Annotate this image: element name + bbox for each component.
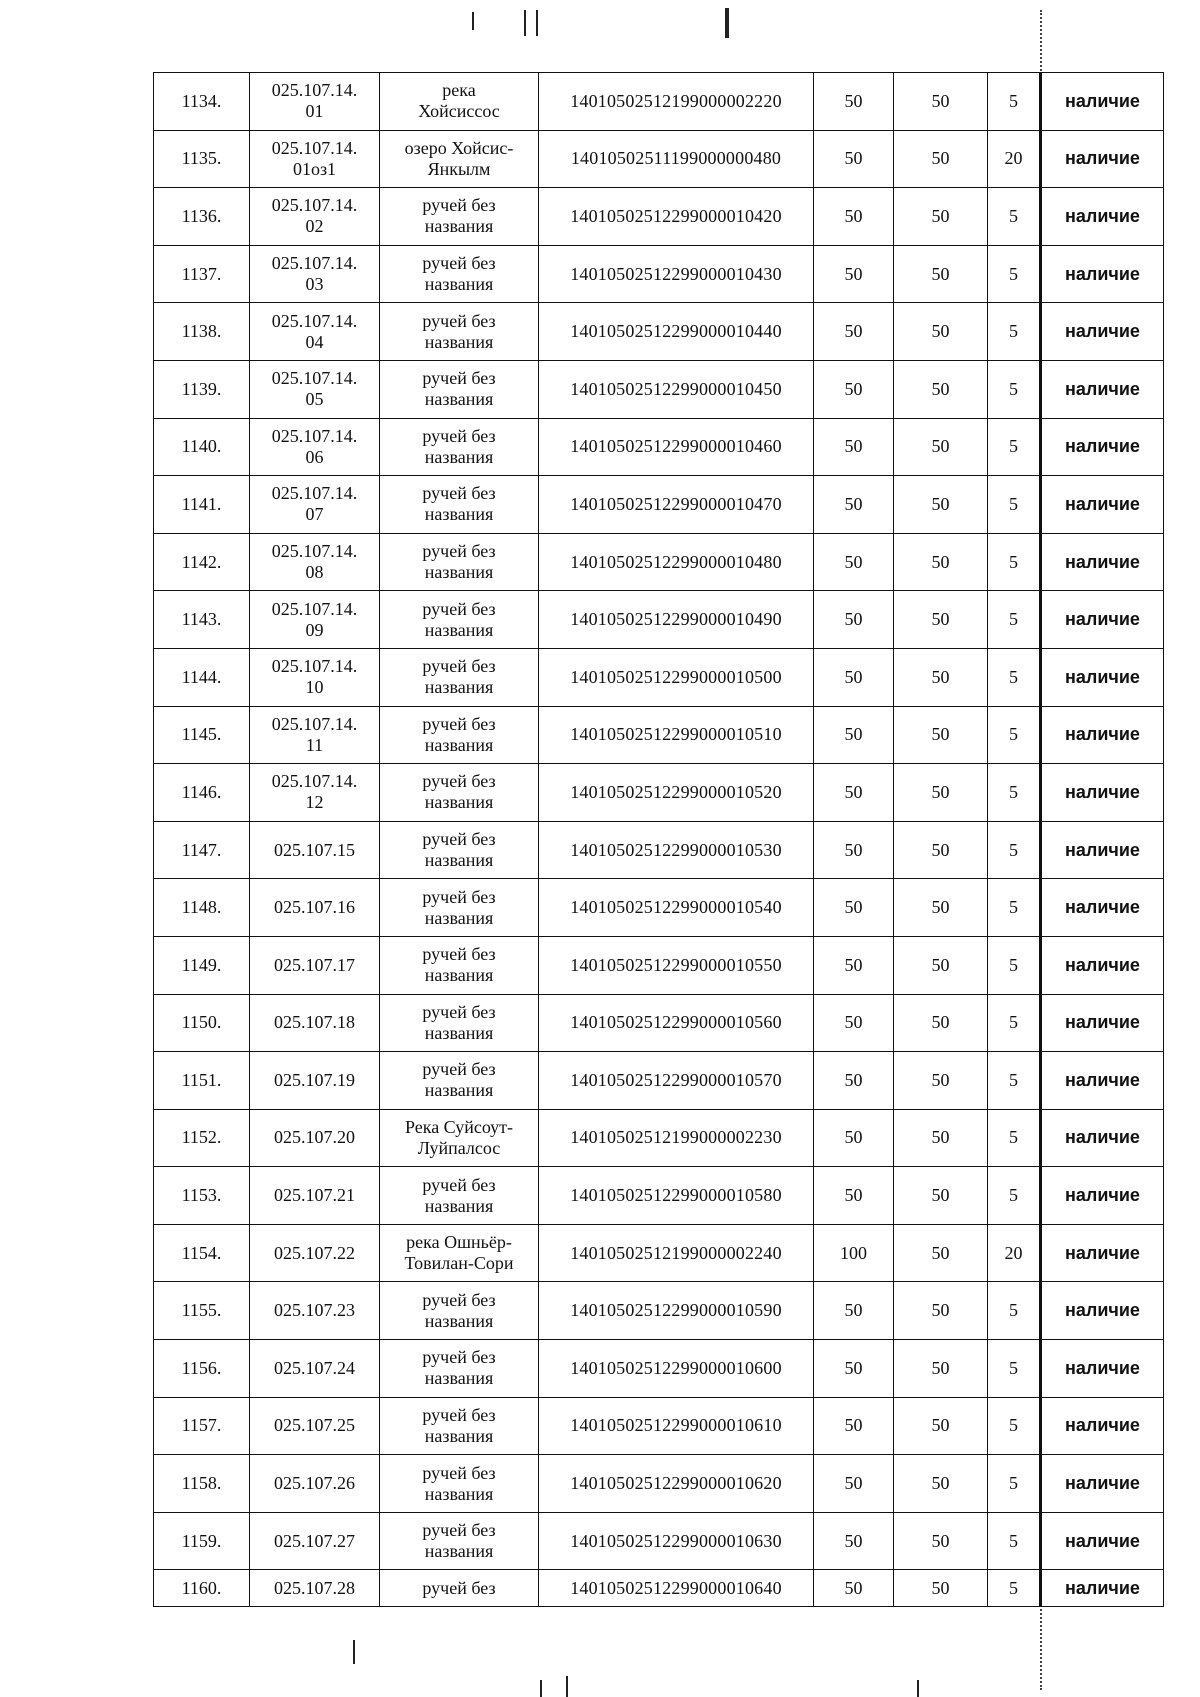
status: наличие: [1041, 821, 1164, 879]
object-name: ручей без названия: [380, 1340, 539, 1398]
value-1: 50: [814, 1109, 894, 1167]
value-3: 5: [988, 936, 1041, 994]
object-code: 025.107.14. 10: [250, 648, 380, 706]
object-name: река Ошньёр- Товилан-Сори: [380, 1224, 539, 1282]
registry-id: 14010502512299000010440: [539, 303, 814, 361]
row-number: 1152.: [154, 1109, 250, 1167]
value-1: 50: [814, 130, 894, 188]
row-number: 1145.: [154, 706, 250, 764]
value-1: 50: [814, 245, 894, 303]
value-1: 50: [814, 1052, 894, 1110]
status: наличие: [1041, 1282, 1164, 1340]
registry-id: 14010502512299000010510: [539, 706, 814, 764]
object-code: 025.107.19: [250, 1052, 380, 1110]
row-number: 1149.: [154, 936, 250, 994]
value-1: 50: [814, 533, 894, 591]
object-code: 025.107.27: [250, 1512, 380, 1570]
object-code: 025.107.14. 01: [250, 73, 380, 131]
status: наличие: [1041, 245, 1164, 303]
value-2: 50: [894, 476, 988, 534]
registry-id: 14010502512299000010520: [539, 764, 814, 822]
object-code: 025.107.17: [250, 936, 380, 994]
status: наличие: [1041, 994, 1164, 1052]
registry-id: 14010502512299000010420: [539, 188, 814, 246]
value-2: 50: [894, 1455, 988, 1513]
registry-id: 14010502512199000002220: [539, 73, 814, 131]
value-2: 50: [894, 1397, 988, 1455]
table-row: [154, 303, 1164, 361]
table-row: [154, 533, 1164, 591]
value-3: 5: [988, 245, 1041, 303]
status: наличие: [1041, 1224, 1164, 1282]
object-code: 025.107.14. 04: [250, 303, 380, 361]
status: наличие: [1041, 1570, 1164, 1607]
value-1: 50: [814, 994, 894, 1052]
value-3: 5: [988, 1282, 1041, 1340]
registry-id: 14010502512299000010460: [539, 418, 814, 476]
registry-id: 14010502512299000010550: [539, 936, 814, 994]
table-row: [154, 706, 1164, 764]
object-code: 025.107.24: [250, 1340, 380, 1398]
row-number: 1154.: [154, 1224, 250, 1282]
scan-artifact-top: [536, 10, 538, 36]
value-3: 5: [988, 648, 1041, 706]
value-2: 50: [894, 764, 988, 822]
value-1: 50: [814, 360, 894, 418]
table-row: [154, 130, 1164, 188]
table-row: [154, 1455, 1164, 1513]
status: наличие: [1041, 1512, 1164, 1570]
value-2: 50: [894, 188, 988, 246]
value-3: 5: [988, 1340, 1041, 1398]
status: наличие: [1041, 648, 1164, 706]
value-1: 50: [814, 821, 894, 879]
value-2: 50: [894, 706, 988, 764]
value-2: 50: [894, 1167, 988, 1225]
object-name: ручей без названия: [380, 1282, 539, 1340]
value-3: 5: [988, 1052, 1041, 1110]
row-number: 1150.: [154, 994, 250, 1052]
scan-artifact-bottom: [566, 1676, 568, 1697]
value-2: 50: [894, 360, 988, 418]
value-1: 50: [814, 591, 894, 649]
object-name: ручей без названия: [380, 821, 539, 879]
registry-id: 14010502512299000010530: [539, 821, 814, 879]
registry-id: 14010502512299000010640: [539, 1570, 814, 1607]
row-number: 1147.: [154, 821, 250, 879]
value-1: 50: [814, 1455, 894, 1513]
object-name: ручей без: [380, 1570, 539, 1607]
object-name: ручей без названия: [380, 1512, 539, 1570]
value-3: 20: [988, 1224, 1041, 1282]
registry-id: 14010502512299000010580: [539, 1167, 814, 1225]
value-1: 50: [814, 418, 894, 476]
value-3: 5: [988, 764, 1041, 822]
table-row: [154, 418, 1164, 476]
registry-id: 14010502512299000010540: [539, 879, 814, 937]
object-code: 025.107.26: [250, 1455, 380, 1513]
object-code: 025.107.14. 05: [250, 360, 380, 418]
object-name: ручей без названия: [380, 245, 539, 303]
row-number: 1139.: [154, 360, 250, 418]
registry-id: 14010502512299000010610: [539, 1397, 814, 1455]
value-3: 5: [988, 1570, 1041, 1607]
value-2: 50: [894, 994, 988, 1052]
value-3: 5: [988, 360, 1041, 418]
table-row: [154, 994, 1164, 1052]
table-row: [154, 1167, 1164, 1225]
registry-id: 14010502512299000010620: [539, 1455, 814, 1513]
value-3: 5: [988, 706, 1041, 764]
value-3: 5: [988, 476, 1041, 534]
value-1: 50: [814, 936, 894, 994]
value-2: 50: [894, 1570, 988, 1607]
scan-artifact-top: [524, 10, 526, 36]
scan-artifact-top: [725, 8, 729, 38]
value-1: 50: [814, 476, 894, 534]
value-1: 50: [814, 648, 894, 706]
registry-id: 14010502512299000010490: [539, 591, 814, 649]
table-row: [154, 764, 1164, 822]
object-name: ручей без названия: [380, 591, 539, 649]
value-3: 5: [988, 1109, 1041, 1167]
object-code: 025.107.21: [250, 1167, 380, 1225]
table-row: [154, 476, 1164, 534]
value-3: 5: [988, 1397, 1041, 1455]
object-name: ручей без названия: [380, 303, 539, 361]
object-name: ручей без названия: [380, 188, 539, 246]
value-3: 5: [988, 1455, 1041, 1513]
object-code: 025.107.14. 06: [250, 418, 380, 476]
object-code: 025.107.14. 08: [250, 533, 380, 591]
object-name: ручей без названия: [380, 879, 539, 937]
registry-id: 14010502512299000010630: [539, 1512, 814, 1570]
row-number: 1148.: [154, 879, 250, 937]
value-3: 5: [988, 73, 1041, 131]
value-2: 50: [894, 303, 988, 361]
object-code: 025.107.16: [250, 879, 380, 937]
row-number: 1157.: [154, 1397, 250, 1455]
value-1: 50: [814, 303, 894, 361]
table-row: [154, 188, 1164, 246]
scan-artifact-bottom: [353, 1640, 355, 1664]
status: наличие: [1041, 188, 1164, 246]
value-3: 5: [988, 533, 1041, 591]
status: наличие: [1041, 476, 1164, 534]
status: наличие: [1041, 1340, 1164, 1398]
object-code: 025.107.14. 12: [250, 764, 380, 822]
table-row: [154, 1052, 1164, 1110]
status: наличие: [1041, 591, 1164, 649]
value-1: 50: [814, 879, 894, 937]
registry-id: 14010502512299000010430: [539, 245, 814, 303]
value-2: 50: [894, 879, 988, 937]
registry-id: 14010502512299000010470: [539, 476, 814, 534]
value-2: 50: [894, 1340, 988, 1398]
object-code: 025.107.14. 03: [250, 245, 380, 303]
row-number: 1159.: [154, 1512, 250, 1570]
value-2: 50: [894, 591, 988, 649]
object-name: ручей без названия: [380, 418, 539, 476]
object-name: Река Суйсоут- Луйпалсос: [380, 1109, 539, 1167]
registry-id: 14010502512299000010500: [539, 648, 814, 706]
row-number: 1160.: [154, 1570, 250, 1607]
row-number: 1140.: [154, 418, 250, 476]
value-3: 5: [988, 418, 1041, 476]
row-number: 1158.: [154, 1455, 250, 1513]
scan-artifact-bottom: [917, 1680, 919, 1697]
row-number: 1141.: [154, 476, 250, 534]
row-number: 1143.: [154, 591, 250, 649]
value-2: 50: [894, 1282, 988, 1340]
value-3: 5: [988, 591, 1041, 649]
scan-artifact-bottom: [540, 1680, 542, 1697]
table-row: [154, 1224, 1164, 1282]
value-1: 100: [814, 1224, 894, 1282]
object-code: 025.107.14. 07: [250, 476, 380, 534]
registry-id: 14010502512199000002240: [539, 1224, 814, 1282]
value-2: 50: [894, 130, 988, 188]
registry-id: 14010502512299000010570: [539, 1052, 814, 1110]
status: наличие: [1041, 73, 1164, 131]
object-code: 025.107.14. 01оз1: [250, 130, 380, 188]
row-number: 1136.: [154, 188, 250, 246]
object-code: 025.107.14. 11: [250, 706, 380, 764]
status: наличие: [1041, 1167, 1164, 1225]
value-3: 5: [988, 303, 1041, 361]
registry-id: 14010502512299000010590: [539, 1282, 814, 1340]
object-name: ручей без названия: [380, 1455, 539, 1513]
object-name: ручей без названия: [380, 533, 539, 591]
value-2: 50: [894, 533, 988, 591]
value-2: 50: [894, 821, 988, 879]
row-number: 1138.: [154, 303, 250, 361]
row-number: 1135.: [154, 130, 250, 188]
object-code: 025.107.25: [250, 1397, 380, 1455]
object-name: ручей без названия: [380, 1167, 539, 1225]
table-row: [154, 1570, 1164, 1607]
value-3: 5: [988, 994, 1041, 1052]
status: наличие: [1041, 936, 1164, 994]
table-row: [154, 648, 1164, 706]
table-body: [154, 73, 1164, 1607]
object-name: ручей без названия: [380, 648, 539, 706]
scan-artifact-top: [472, 12, 474, 30]
object-code: 025.107.18: [250, 994, 380, 1052]
value-1: 50: [814, 1167, 894, 1225]
row-number: 1151.: [154, 1052, 250, 1110]
table-row: [154, 1340, 1164, 1398]
value-3: 5: [988, 821, 1041, 879]
value-2: 50: [894, 73, 988, 131]
value-3: 5: [988, 1167, 1041, 1225]
water-objects-table: [153, 72, 1164, 1607]
table-row: [154, 1282, 1164, 1340]
status: наличие: [1041, 533, 1164, 591]
value-2: 50: [894, 245, 988, 303]
value-3: 5: [988, 1512, 1041, 1570]
row-number: 1146.: [154, 764, 250, 822]
table-row: [154, 879, 1164, 937]
object-name: ручей без названия: [380, 1052, 539, 1110]
table-row: [154, 936, 1164, 994]
value-1: 50: [814, 73, 894, 131]
table-row: [154, 1109, 1164, 1167]
status: наличие: [1041, 303, 1164, 361]
registry-id: 14010502511199000000480: [539, 130, 814, 188]
value-3: 5: [988, 879, 1041, 937]
table-row: [154, 1397, 1164, 1455]
registry-id: 14010502512299000010450: [539, 360, 814, 418]
row-number: 1155.: [154, 1282, 250, 1340]
object-code: 025.107.22: [250, 1224, 380, 1282]
row-number: 1144.: [154, 648, 250, 706]
registry-id: 14010502512199000002230: [539, 1109, 814, 1167]
row-number: 1137.: [154, 245, 250, 303]
status: наличие: [1041, 764, 1164, 822]
value-1: 50: [814, 1282, 894, 1340]
row-number: 1153.: [154, 1167, 250, 1225]
registry-id: 14010502512299000010480: [539, 533, 814, 591]
object-name: ручей без названия: [380, 764, 539, 822]
object-code: 025.107.20: [250, 1109, 380, 1167]
status: наличие: [1041, 1109, 1164, 1167]
value-2: 50: [894, 648, 988, 706]
object-name: ручей без названия: [380, 706, 539, 764]
value-1: 50: [814, 1340, 894, 1398]
value-1: 50: [814, 188, 894, 246]
value-2: 50: [894, 1512, 988, 1570]
value-1: 50: [814, 1570, 894, 1607]
value-2: 50: [894, 1224, 988, 1282]
status: наличие: [1041, 1052, 1164, 1110]
value-2: 50: [894, 1109, 988, 1167]
registry-id: 14010502512299000010560: [539, 994, 814, 1052]
status: наличие: [1041, 879, 1164, 937]
table-row: [154, 73, 1164, 131]
status: наличие: [1041, 418, 1164, 476]
status: наличие: [1041, 360, 1164, 418]
row-number: 1134.: [154, 73, 250, 131]
status: наличие: [1041, 1455, 1164, 1513]
value-1: 50: [814, 706, 894, 764]
object-name: ручей без названия: [380, 994, 539, 1052]
value-2: 50: [894, 418, 988, 476]
table-row: [154, 821, 1164, 879]
table-row: [154, 591, 1164, 649]
value-1: 50: [814, 1512, 894, 1570]
object-code: 025.107.14. 09: [250, 591, 380, 649]
object-name: озеро Хойсис- Янкылм: [380, 130, 539, 188]
value-2: 50: [894, 936, 988, 994]
object-code: 025.107.15: [250, 821, 380, 879]
value-3: 5: [988, 188, 1041, 246]
registry-id: 14010502512299000010600: [539, 1340, 814, 1398]
object-name: ручей без названия: [380, 476, 539, 534]
object-name: ручей без названия: [380, 1397, 539, 1455]
value-1: 50: [814, 1397, 894, 1455]
object-name: ручей без названия: [380, 936, 539, 994]
status: наличие: [1041, 706, 1164, 764]
table-row: [154, 360, 1164, 418]
object-name: ручей без названия: [380, 360, 539, 418]
value-3: 20: [988, 130, 1041, 188]
status: наличие: [1041, 130, 1164, 188]
table-row: [154, 245, 1164, 303]
table-row: [154, 1512, 1164, 1570]
object-code: 025.107.28: [250, 1570, 380, 1607]
object-code: 025.107.14. 02: [250, 188, 380, 246]
row-number: 1142.: [154, 533, 250, 591]
value-1: 50: [814, 764, 894, 822]
value-2: 50: [894, 1052, 988, 1110]
object-name: река Хойсиссос: [380, 73, 539, 131]
row-number: 1156.: [154, 1340, 250, 1398]
object-code: 025.107.23: [250, 1282, 380, 1340]
status: наличие: [1041, 1397, 1164, 1455]
